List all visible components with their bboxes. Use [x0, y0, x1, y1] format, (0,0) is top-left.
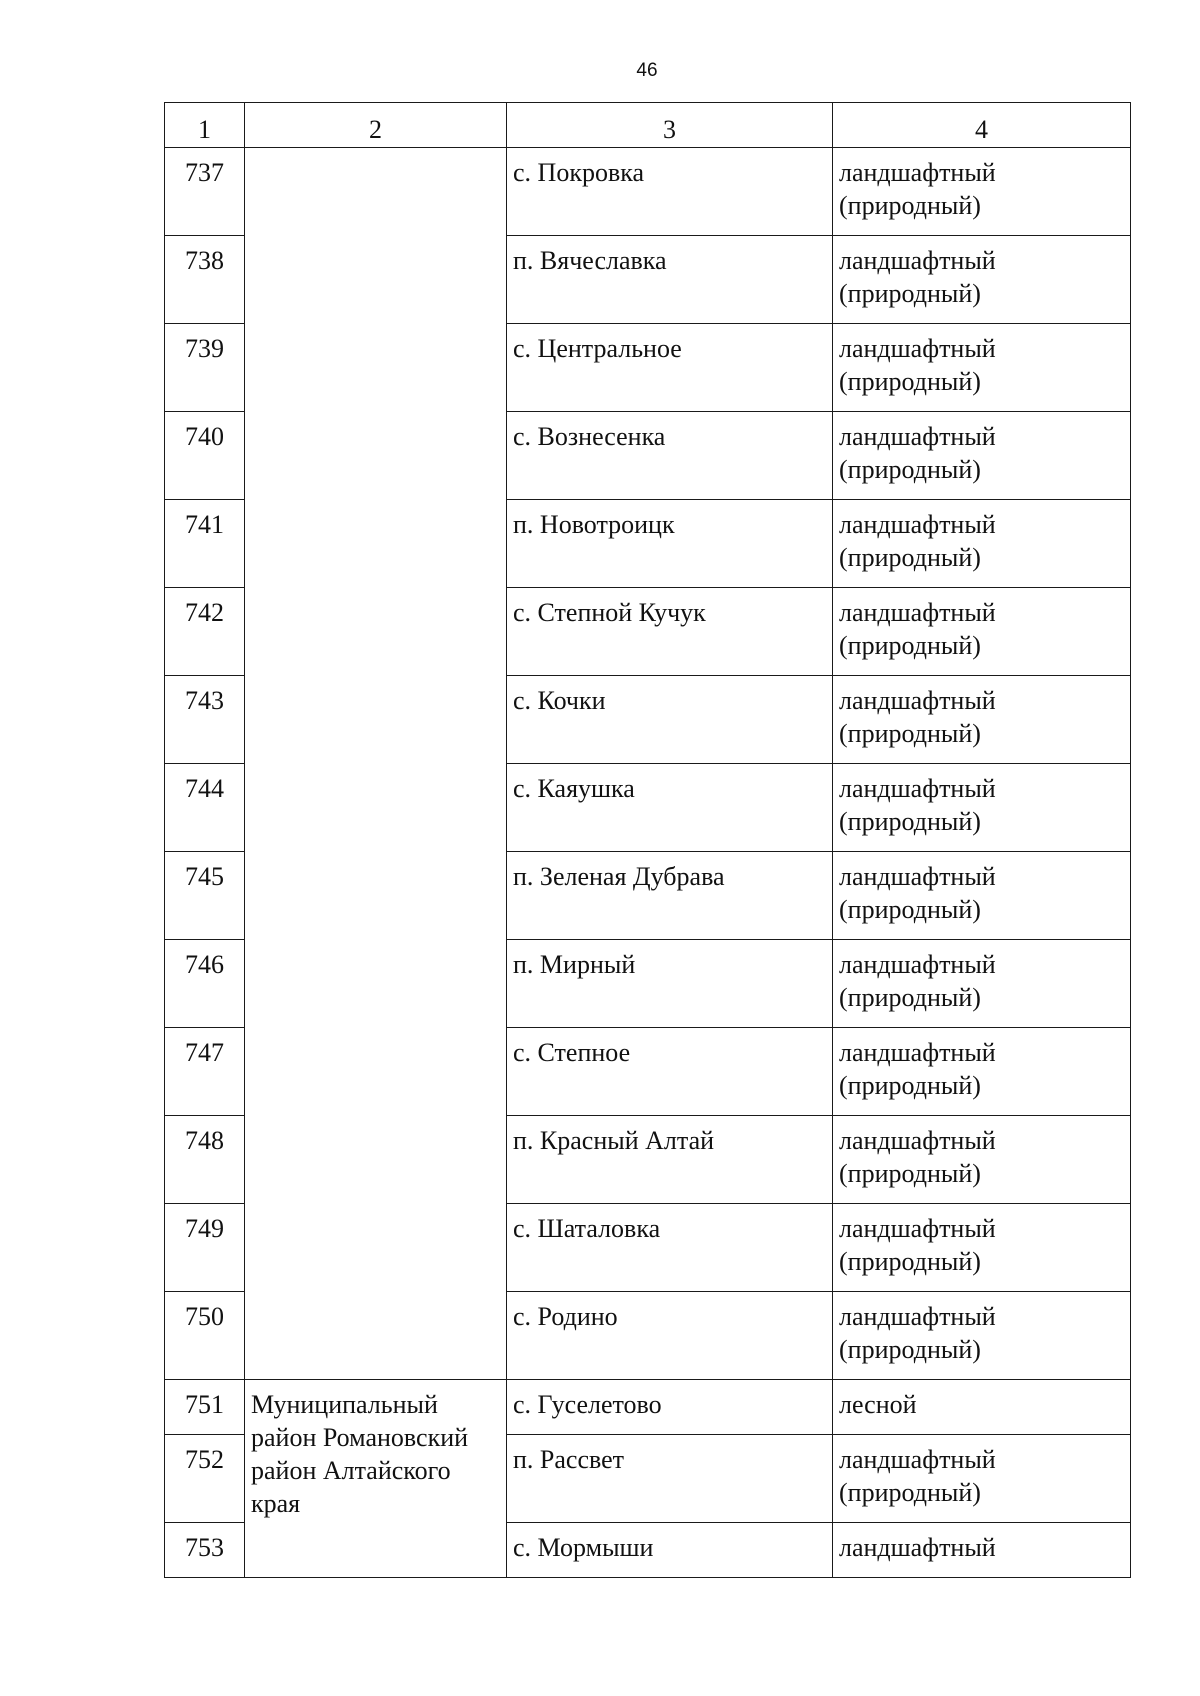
settlement-name: с. Покровка — [507, 148, 833, 236]
settlement-name: с. Центральное — [507, 324, 833, 412]
landscape-type: ландшафтный (природный) — [833, 148, 1131, 236]
landscape-type: ландшафтный (природный) — [833, 1028, 1131, 1116]
landscape-type: ландшафтный (природный) — [833, 500, 1131, 588]
landscape-type: ландшафтный (природный) — [833, 1204, 1131, 1292]
row-number: 741 — [165, 500, 245, 588]
landscape-type: ландшафтный (природный) — [833, 1116, 1131, 1204]
row-number: 753 — [165, 1523, 245, 1578]
landscape-type: лесной — [833, 1380, 1131, 1435]
landscape-type: ландшафтный (природный) — [833, 588, 1131, 676]
row-number: 739 — [165, 324, 245, 412]
row-number: 740 — [165, 412, 245, 500]
row-number: 738 — [165, 236, 245, 324]
district-cell-empty — [245, 148, 507, 1380]
row-number: 752 — [165, 1435, 245, 1523]
landscape-type: ландшафтный (природный) — [833, 676, 1131, 764]
landscape-type: ландшафтный (природный) — [833, 1292, 1131, 1380]
row-number: 742 — [165, 588, 245, 676]
settlement-name: с. Вознесенка — [507, 412, 833, 500]
page-number: 46 — [636, 60, 658, 81]
settlement-name: п. Рассвет — [507, 1435, 833, 1523]
column-header-2: 2 — [245, 103, 507, 148]
landscape-type: ландшафтный (природный) — [833, 236, 1131, 324]
settlement-name: с. Каяушка — [507, 764, 833, 852]
column-header-3: 3 — [507, 103, 833, 148]
table-row — [165, 1380, 1131, 1435]
settlement-name: с. Гуселетово — [507, 1380, 833, 1435]
row-number: 747 — [165, 1028, 245, 1116]
row-number: 745 — [165, 852, 245, 940]
settlement-name: с. Родино — [507, 1292, 833, 1380]
row-number: 744 — [165, 764, 245, 852]
table-header-row — [165, 103, 1131, 148]
settlement-name: с. Мормыши — [507, 1523, 833, 1578]
landscape-type: ландшафтный (природный) — [833, 940, 1131, 1028]
column-header-4: 4 — [833, 103, 1131, 148]
row-number: 743 — [165, 676, 245, 764]
settlement-name: с. Шаталовка — [507, 1204, 833, 1292]
column-header-1: 1 — [165, 103, 245, 148]
registry-table — [164, 102, 1131, 1578]
row-number: 748 — [165, 1116, 245, 1204]
settlement-name: п. Мирный — [507, 940, 833, 1028]
settlement-name: с. Степной Кучук — [507, 588, 833, 676]
settlement-name: с. Степное — [507, 1028, 833, 1116]
row-number: 750 — [165, 1292, 245, 1380]
landscape-type: ландшафтный — [833, 1523, 1131, 1578]
row-number: 749 — [165, 1204, 245, 1292]
row-number: 751 — [165, 1380, 245, 1435]
settlement-name: п. Вячеславка — [507, 236, 833, 324]
settlement-name: п. Зеленая Дубрава — [507, 852, 833, 940]
settlement-name: п. Новотроицк — [507, 500, 833, 588]
settlement-name: с. Кочки — [507, 676, 833, 764]
landscape-type: ландшафтный (природный) — [833, 852, 1131, 940]
table-row — [165, 148, 1131, 236]
district-name: Муниципальный район Романовский район Алтайского края — [245, 1380, 507, 1578]
row-number: 737 — [165, 148, 245, 236]
landscape-type: ландшафтный (природный) — [833, 324, 1131, 412]
settlement-name: п. Красный Алтай — [507, 1116, 833, 1204]
landscape-type: ландшафтный (природный) — [833, 412, 1131, 500]
landscape-type: ландшафтный (природный) — [833, 764, 1131, 852]
row-number: 746 — [165, 940, 245, 1028]
landscape-type: ландшафтный (природный) — [833, 1435, 1131, 1523]
